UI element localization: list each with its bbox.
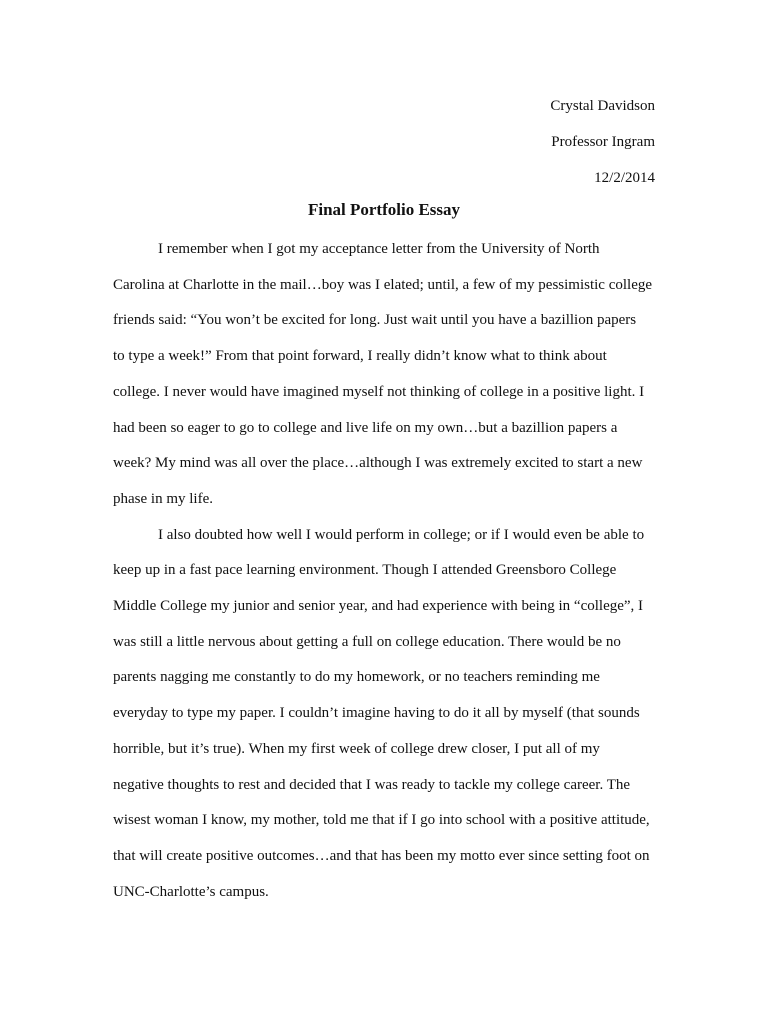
text-line: UNC-Charlotte’s campus. <box>113 883 269 900</box>
text-line: negative thoughts to rest and decided that I was ready to tackle my college career. The <box>113 776 631 793</box>
text-line: college. I never would have imagined myself not thinking of college in a positive light. I <box>113 383 645 400</box>
essay-body <box>113 232 655 910</box>
text-line: friends said: “You won’t be excited for long. Just wait until you have a bazillion papers <box>113 312 637 329</box>
paragraph-1 <box>113 232 655 518</box>
text-line: to type a week!” From that point forward, I really didn’t know what to think about <box>113 348 607 365</box>
essay-header <box>550 88 655 196</box>
text-line: parents nagging me constantly to do my homework, or no teachers reminding me <box>113 669 600 686</box>
text-line: everyday to type my paper. I couldn’t imagine having to do it all by myself (that sounds <box>113 705 640 722</box>
text-line: I remember when I got my acceptance letter from the University of North <box>158 241 600 257</box>
essay-date: 12/2/2014 <box>594 170 655 186</box>
author-name: Crystal Davidson <box>550 98 655 114</box>
text-line: phase in my life. <box>113 490 213 507</box>
text-line: had been so eager to go to college and live life on my own…but a bazillion papers a <box>113 419 618 436</box>
text-line: Carolina at Charlotte in the mail…boy was I elated; until, a few of my pessimistic college <box>113 276 653 293</box>
text-line: week? My mind was all over the place…although I was extremely excited to start a new <box>113 455 643 472</box>
text-line: horrible, but it’s true). When my first week of college drew closer, I put all of my <box>113 740 600 757</box>
text-line: keep up in a fast pace learning environment. Though I attended Greensboro College <box>113 562 617 579</box>
text-line: that will create positive outcomes…and that has been my motto ever since setting foot on <box>113 847 650 864</box>
text-line: wisest woman I know, my mother, told me that if I go into school with a positive attitude, <box>113 812 650 829</box>
paragraph-2 <box>113 518 655 911</box>
text-line: Middle College my junior and senior year, and had experience with being in “college”, I <box>113 598 644 615</box>
text-line: was still a little nervous about getting a full on college education. There would be no <box>113 633 621 650</box>
text-line: I also doubted how well I would perform in college; or if I would even be able to <box>158 526 645 543</box>
essay-title: Final Portfolio Essay <box>307 200 461 219</box>
instructor-name: Professor Ingram <box>551 134 655 150</box>
